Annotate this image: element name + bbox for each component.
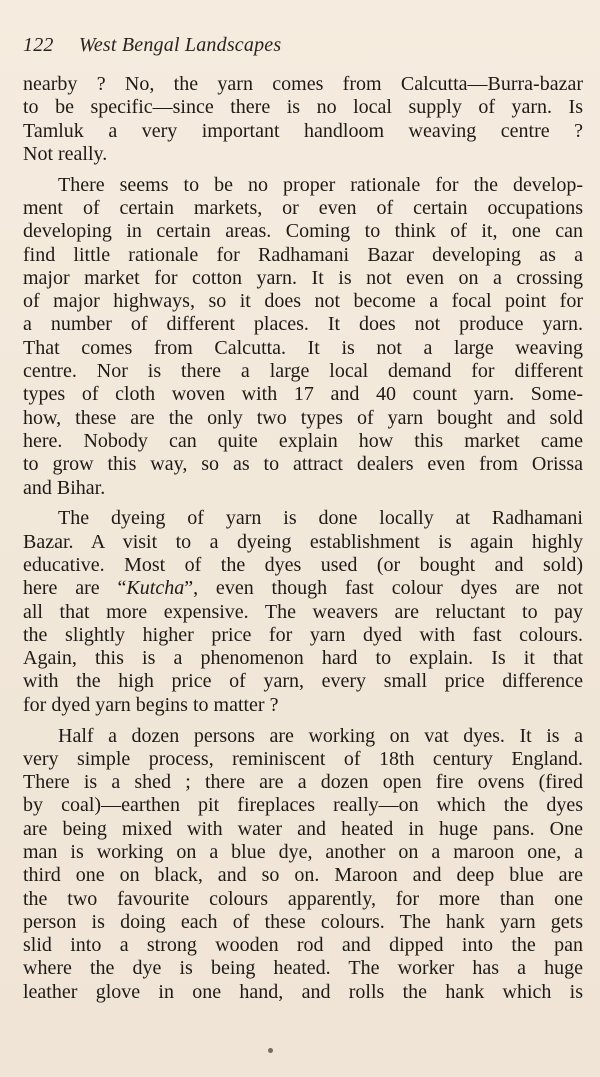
text-fragment: here are “ (23, 577, 127, 600)
text-line: person is doing each of these colours. The hank yarn gets (23, 910, 583, 933)
text-line: man is working on a blue dye, another on a maroon one, a (23, 841, 583, 863)
italic-word: Kutcha (126, 577, 185, 600)
text-line: There seems to be no proper rationale for the develop- (58, 173, 583, 196)
text-line: for dyed yarn begins to matter ? (23, 693, 279, 716)
body-text (23, 73, 583, 1004)
text-line: to grow this way, so as to attract dealers even from Orissa (23, 453, 583, 476)
text-line: Bazar. A visit to a dyeing establishment is again highly (23, 530, 583, 553)
text-line: and Bihar. (23, 476, 106, 499)
text-line: ment of certain markets, or even of certain occupations (23, 196, 583, 219)
text-line: Not really. (23, 142, 108, 165)
text-line: here. Nobody can quite explain how this market came (23, 429, 583, 452)
text-line: major market for cotton yarn. It is not even on a crossing (23, 266, 583, 289)
text-line: how, these are the only two types of yarn bought and sold (23, 406, 583, 429)
text-line: third one on black, and so on. Maroon and deep blue are (23, 864, 583, 887)
page-number: 122 (23, 34, 54, 56)
running-header (23, 30, 577, 60)
running-title: West Bengal Landscapes (78, 34, 282, 56)
text-line: are being mixed with water and heated in huge pans. One (23, 817, 583, 840)
text-line: leather glove in one hand, and rolls the hank which is (23, 980, 583, 1003)
text-line: by coal)—earthen pit fireplaces really—on which the dyes (23, 794, 583, 817)
text-line: The dyeing of yarn is done locally at Radhamani (58, 507, 583, 530)
text-line: There is a shed ; there are a dozen open fire ovens (fired (23, 771, 583, 794)
paragraph-2 (23, 174, 583, 500)
paragraph-4 (23, 725, 583, 1005)
paragraph-1 (23, 73, 583, 166)
text-line: the two favourite colours apparently, for more than one (23, 887, 583, 910)
footer-dot-mark (268, 1048, 273, 1053)
text-line: all that more expensive. The weavers are reluctant to pay (23, 600, 583, 623)
text-line: Half a dozen persons are working on vat dyes. It is a (58, 724, 583, 747)
text-line: slid into a strong wooden rod and dipped into the pan (23, 934, 583, 957)
text-line: where the dye is being heated. The worker has a huge (23, 957, 583, 980)
paragraph-3 (23, 507, 583, 717)
text-line: a number of different places. It does not produce yarn. (23, 313, 583, 336)
text-line: nearby ? No, the yarn comes from Calcutta—Burra-bazar (23, 73, 583, 95)
text-line: That comes from Calcutta. It is not a large weaving (23, 336, 583, 359)
text-line: with the high price of yarn, every small price difference (23, 670, 583, 693)
text-line: of major highways, so it does not become a focal point for (23, 290, 583, 313)
text-line: Again, this is a phenomenon hard to explain. Is it that (23, 647, 583, 670)
text-line: very simple process, reminiscent of 18th century England. (23, 747, 583, 770)
text-line: developing in certain areas. Coming to think of it, one can (23, 220, 583, 243)
text-line: centre. Nor is there a large local demand for different (23, 360, 583, 383)
text-line: Tamluk a very important handloom weaving centre ? (23, 119, 583, 142)
text-line: to be specific—since there is no local supply of yarn. Is (23, 96, 583, 119)
text-line: the slightly higher price for yarn dyed with fast colours. (23, 623, 583, 646)
text-line: types of cloth woven with 17 and 40 count yarn. Some- (23, 383, 583, 406)
text-line: find little rationale for Radhamani Bazar developing as a (23, 243, 583, 266)
text-line-kutcha (23, 577, 583, 600)
text-line: educative. Most of the dyes used (or bought and sold) (23, 553, 583, 576)
text-fragment: ”, even though fast colour dyes are not (184, 577, 583, 600)
